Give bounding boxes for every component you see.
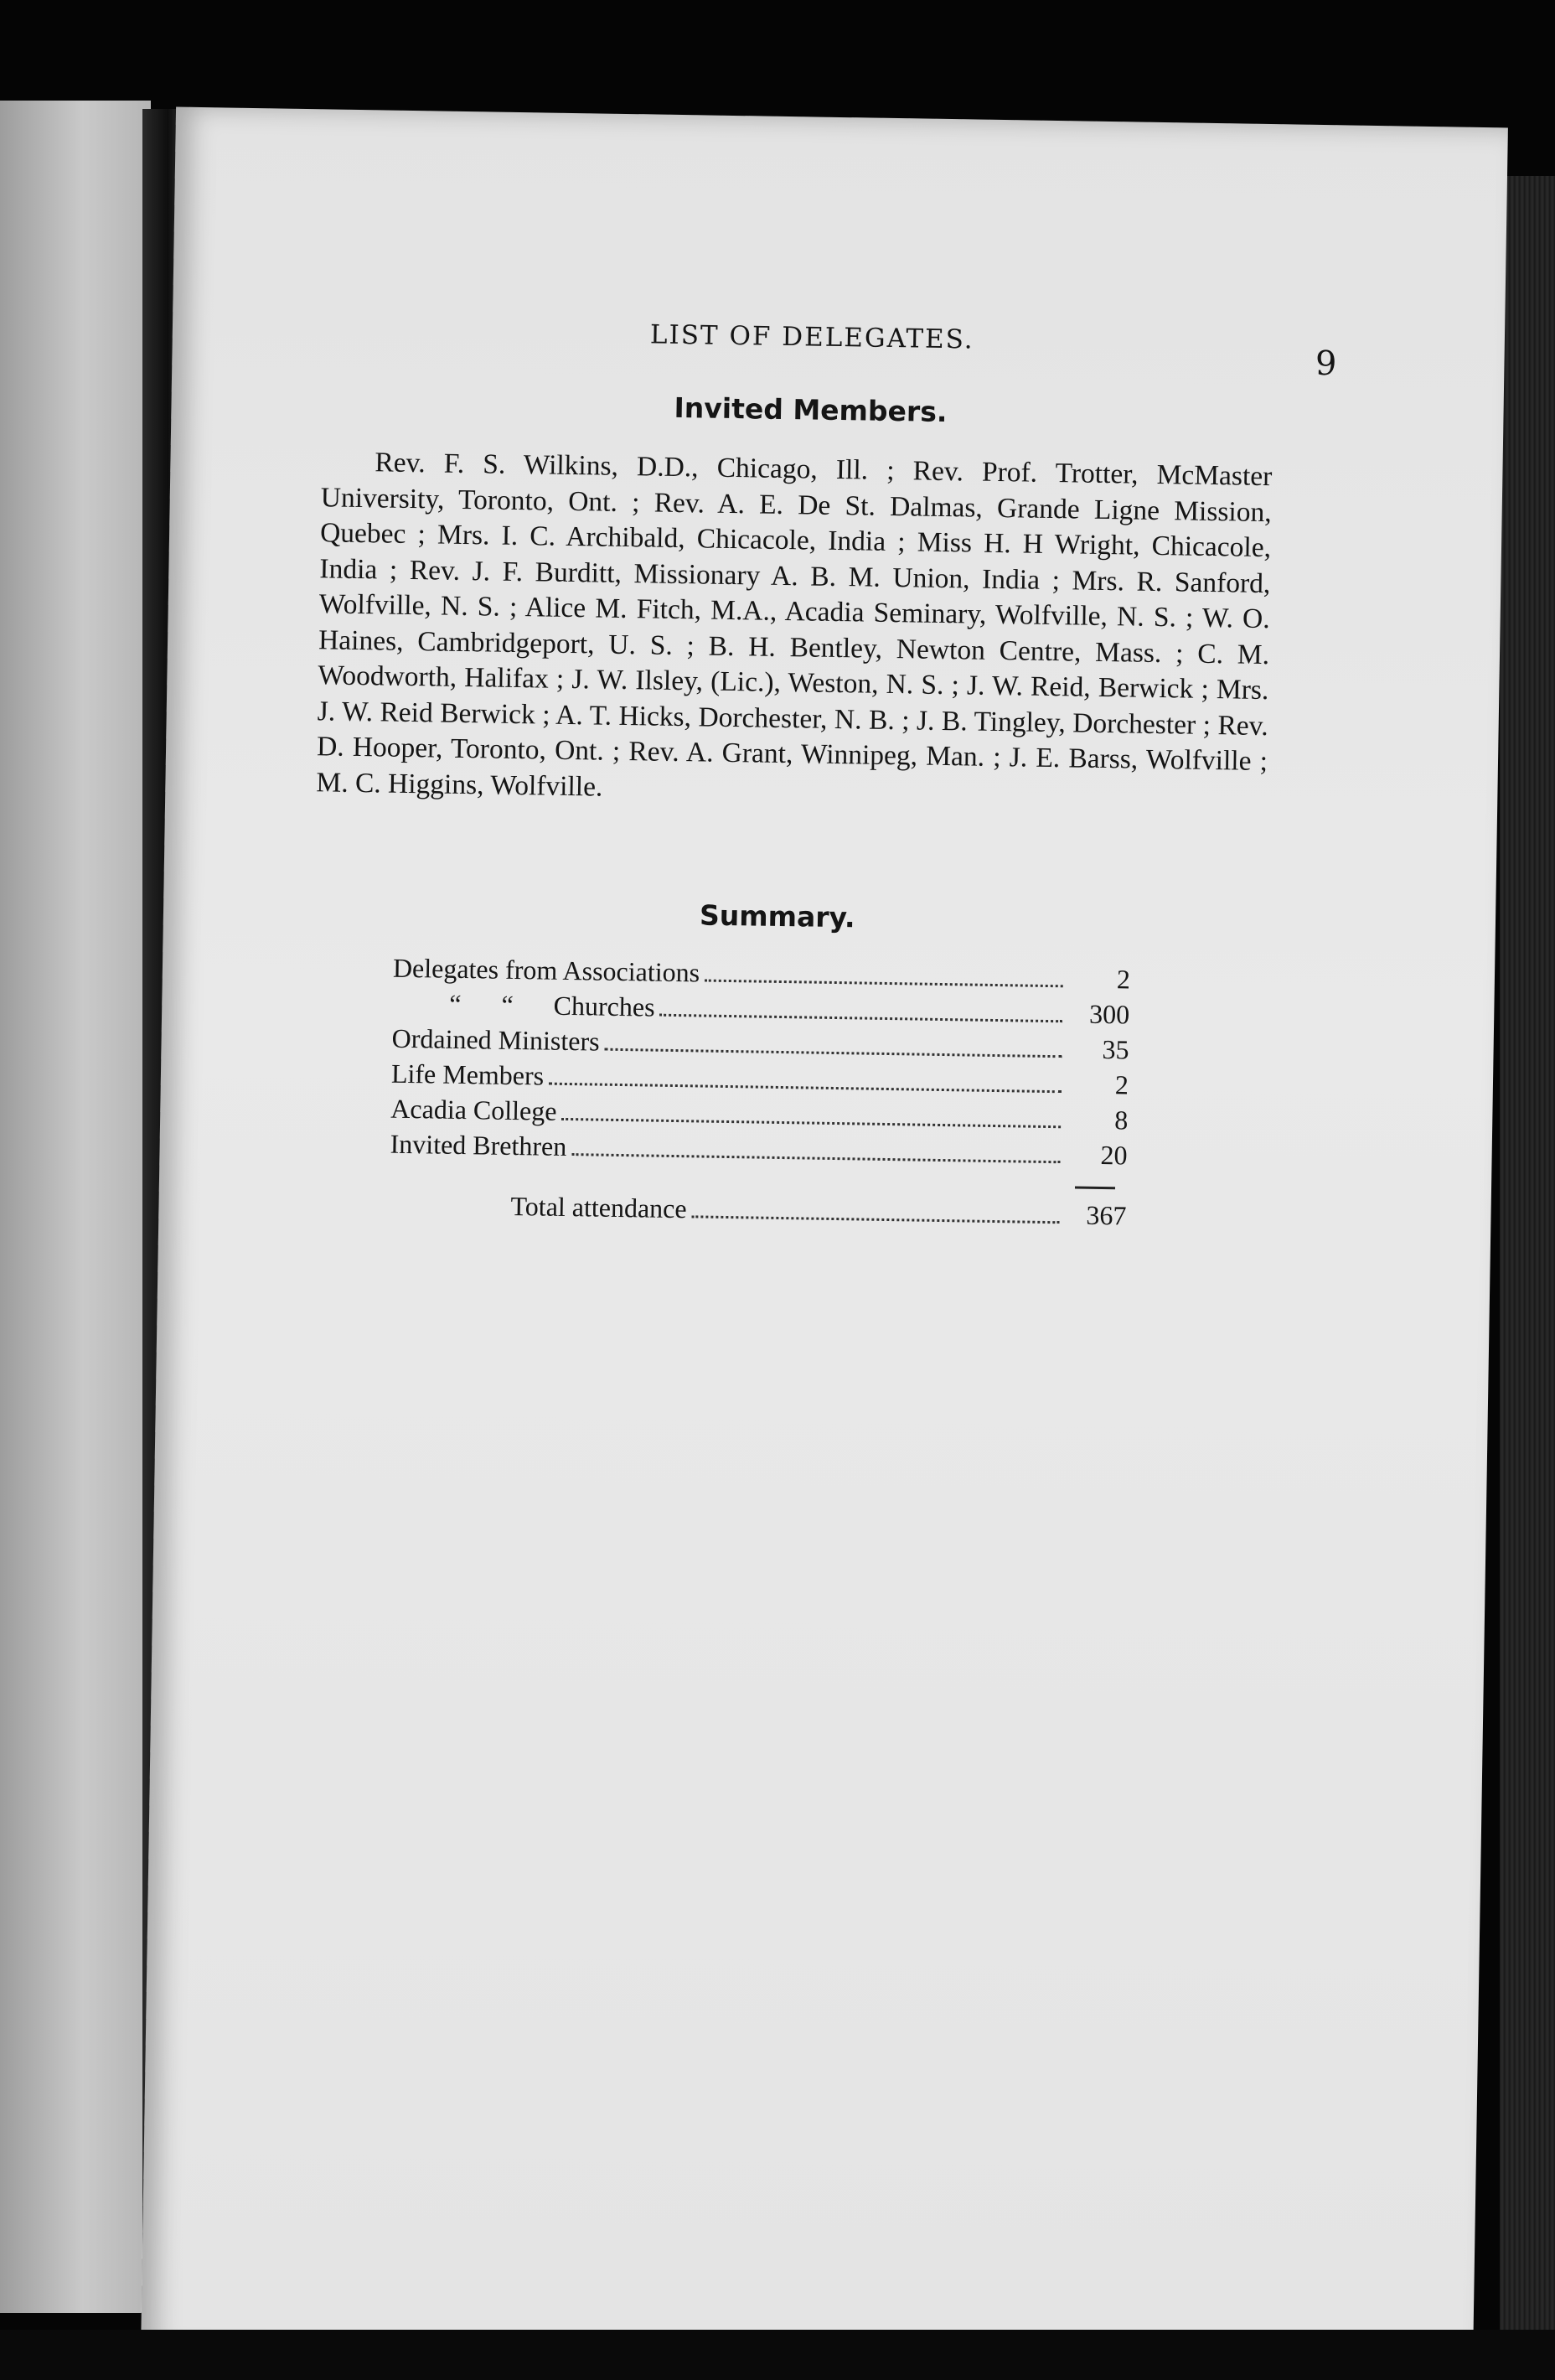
page-stack-edge (1500, 176, 1555, 2380)
book-page (141, 107, 1508, 2374)
summary-table (389, 953, 1130, 1236)
dot-leader (561, 1118, 1061, 1128)
summary-row-label: “ “ Churches (449, 988, 655, 1022)
summary-total-value: 367 (1086, 1199, 1127, 1231)
dot-leader (549, 1083, 1062, 1094)
total-rule-line (1075, 1187, 1115, 1190)
summary-total-label: Total attendance (510, 1190, 687, 1224)
summary-row-value: 2 (1114, 1069, 1129, 1100)
summary-row-label: Life Members (390, 1058, 545, 1091)
dot-leader (705, 980, 1063, 988)
previous-page-edge (0, 101, 151, 2313)
summary-heading: Summary. (699, 898, 855, 934)
dot-leader (659, 1014, 1062, 1023)
summary-row-label: Delegates from Associations (392, 952, 700, 988)
summary-row-value: 8 (1113, 1105, 1129, 1136)
summary-row-value: 35 (1102, 1034, 1129, 1065)
summary-row-value: 20 (1100, 1140, 1128, 1171)
summary-row-label: Ordained Ministers (391, 1022, 600, 1057)
dot-leader (691, 1215, 1059, 1224)
invited-members-list: Rev. F. S. Wilkins, D.D., Chicago, Ill. ; Rev. Prof. Trotter, McMaster University, Toronto, Ont. ; Rev. A. E. De St. Dalmas, Grande Ligne Mission, Quebec ; Mrs. I. C. Archibald, Chicacole, India ; Miss H. H Wright, Chicacole, India ; Rev. J. F. Burditt, Missionary A. B. M. Union, India ; Mrs. R. Sanford, Wolfville, N. S. ; Alice M. Fitch, M.A., Acadia Seminary, Wolfville, N. S. ; W. O. Haines, Cambridgeport, U. S. ; B. H. Bentley, Newton Centre, Mass. ; C. M. Woodworth, Halifax ; J. W. Ilsley, (Lic.), Weston, N. S. ; J. W. Reid, Berwick ; Mrs. J. W. Reid Berwick ; A. T. Hicks, Dorchester, N. B. ; J. B. Tingley, Dorchester ; Rev. D. Hooper, Toronto, Ont. ; Rev. A. Grant, Winnipeg, Man. ; J. E. Barss, Wolfville ; M. C. Higgins, Wolfville. (316, 447, 1273, 803)
dot-leader (571, 1153, 1060, 1163)
summary-row-value: 2 (1116, 964, 1131, 995)
summary-row-value: 300 (1088, 998, 1130, 1030)
dot-leader (604, 1048, 1062, 1058)
page-number: 9 (1315, 344, 1337, 384)
summary-row-label: Acadia College (390, 1093, 557, 1126)
running-head: LIST OF DELEGATES. (649, 319, 974, 355)
invited-members-heading: Invited Members. (674, 391, 948, 429)
scan-bottom-margin (0, 2330, 1555, 2380)
summary-row-label: Invited Brethren (390, 1128, 567, 1162)
